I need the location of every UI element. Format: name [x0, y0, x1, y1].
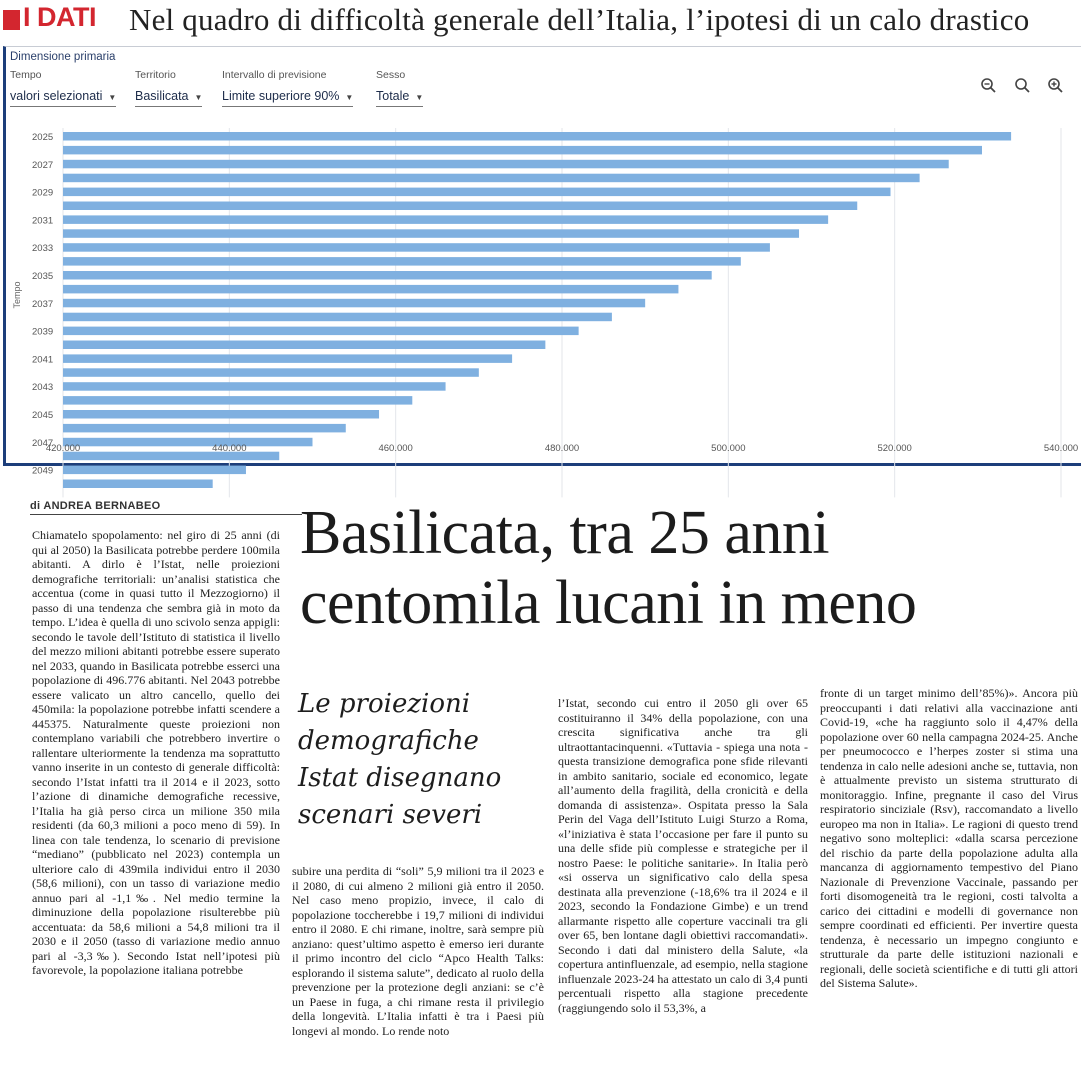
- filter-caption-tempo: Tempo: [10, 69, 42, 81]
- bar-2047[interactable]: [63, 438, 313, 447]
- filter-caption-territorio: Territorio: [135, 69, 176, 81]
- y-tick-label: 2039: [32, 326, 54, 338]
- y-tick-label: 2027: [32, 159, 54, 171]
- bar-2033[interactable]: [63, 243, 770, 252]
- bar-2043[interactable]: [63, 382, 446, 391]
- bar-2042[interactable]: [63, 368, 479, 377]
- y-tick-label: 2033: [32, 243, 54, 255]
- section-label: I DATI: [23, 2, 96, 32]
- filter-intervallo-value: Limite superiore 90%: [222, 89, 340, 103]
- bar-2030[interactable]: [63, 202, 857, 211]
- article-column-1: Chiamatelo spopolamento: nel giro di 25 anni (di qui al 2050) la Basilicata potrebbe perdere 100mila abitanti. A dirlo è l’Istat, nelle proiezioni demografiche territoriali: un’analisi statistica che accentua (come in quasi tutto il Mezzogiorno) il passo di una tendenza che sembra già in moto da tempo. L’idea è quella di uno scivolo senza appigli: secondo le tavole dell’Istituto di statistica il livello del mezzo milioni abitanti potrebbe essere superato nel 2033, quando in Basilicata potrebbe esserci una popolazione di 496.776 abitanti. Nel 2043 potrebbe essere valicato un altro cancello, quello dei 450mila: la popolazione potrebbe infatti scendere a 445375. Naturalmente queste proiezioni non contemplano variabili che potrebbero invertire o rallentare ulteriormente la tendenza ma soprattutto vanno inserite in un contesto di generale difficoltà: secondo l’Istat infatti tra il 2014 e il 2023, sotto l’azione di dinamiche demografiche recessive, l’Italia ha già perso circa un milione 350 mila residenti (da 60,3 milioni a poco meno di 59). In linea con tale tendenza, lo scenario di previsione “mediano” (pubblicato nel 2023) contempla un ulteriore calo di 439mila individui entro il 2030 (58,6 milioni), con un tasso di variazione medio annuo pari al -1,1‰. Nel medio termine la diminuzione della popolazione risulterebbe più accentuata: da 58,6 milioni a 54,8 milioni tra il 2030 e il 2050 (tasso di variazione medio annuo pari al -3,3‰). Secondo Istat nell’ipotesi più favorevole, la popolazione italiana potrebbe: [32, 528, 280, 977]
- chevron-down-icon: ▼: [415, 93, 424, 102]
- x-tick-label: 480.000: [544, 443, 580, 454]
- headline-line-1: Basilicata, tra 25 anni: [300, 499, 830, 567]
- filter-tempo-select[interactable]: [10, 89, 116, 107]
- deck-subtitle: Le proiezioni demografiche Istat disegnano scenari severi: [298, 689, 502, 830]
- filter-sesso-select[interactable]: [376, 89, 423, 107]
- bar-2025[interactable]: [63, 132, 1011, 141]
- bar-chart: [6, 47, 1081, 477]
- bar-2039[interactable]: [63, 327, 579, 336]
- article-column-2: subire una perdita di “soli” 5,9 milioni tra il 2023 e il 2080, di cui almeno 2 milioni già entro il 2050. Nel caso meno propizio, invece, il calo di popolazione toccherebbe i 19,7 milioni di individui entro il 2080. E chi rimane, inoltre, sarà sempre più anziano: quest’ultimo aspetto è emerso ieri durante il primo incontro del ciclo “Apco Health Talks: esplorando il sistema salute”, dedicato al ruolo della prevenzione per la protezione degli anziani: se c’è un Paese in fuga, a chi rimane resta il privilegio della longevità. L’Italia infatti è tra i Paesi più longevi al mondo. Lo rende noto: [292, 864, 544, 1038]
- filter-caption-intervallo: Intervallo di previsione: [222, 69, 327, 81]
- y-tick-label: 2037: [32, 298, 54, 310]
- filter-intervallo-select[interactable]: [222, 89, 353, 107]
- article-column-4: fronte di un target minimo dell’85%)». Ancora più preoccupanti i dati relativi alla vaccinazione anti Covid-19, «che ha raggiunto solo il 4,47% della popolazione over 60 nella campagna 2024-25. Anche per pneumococco e l’herpes zoster si stima una tendenza in calo nelle adesioni anche se, tuttavia, non è attualmente previsto un sistema strutturato di monitoraggio. Infine, pregnante il caso del Virus respiratorio sinciziale (Rsv), raccomandato a livello europeo ma non in Italia». Le ragioni di questo trend negativo sono molteplici: «dalla scarsa percezione del rischio da parte della popolazione adulta alla mancanza di aggiornamento tempestivo del Piano Nazionale di Prevenzione Vaccinale, passando per forti disomogeneità tra le regioni, costi talvolta a carico dei cittadini e modelli di governance non sempre coordinati ed efficienti. Per invertire questa tendenza, è necessario un impegno congiunto e strutturale da parte delle istituzioni nazionali e regionali, delle società scientifiche e di tutti gli attori del Sistema Salute».: [820, 686, 1078, 990]
- y-tick-label: 2047: [32, 437, 54, 449]
- filter-territorio-value: Basilicata: [135, 89, 189, 103]
- bar-2040[interactable]: [63, 341, 545, 350]
- bar-2032[interactable]: [63, 229, 799, 238]
- section-header: [0, 0, 1081, 44]
- article-column-3: l’Istat, secondo cui entro il 2050 gli over 65 costituiranno il 34% della popolazione, con una crescita significativa anche tra gli ultraottantacinquenni. «Tuttavia - spiega una nota - questa transizione demografica pone sfide rilevanti in ambito sanitario, sociale ed economico, legate all’aumento della fragilità, della cronicità e della domanda di assistenza». Ospitata presso la Sala Perin del Vaga dell’Istituto Luigi Sturzo a Roma, «l’iniziativa è stata l’occasione per fare il punto su una delle sfide più complesse e strategiche per il nostro Paese: le politiche sanitarie». In Italia però «si osserva un significativo calo della spesa destinata alla prevenzione (-18,6% tra il 2024 e il 2023, secondo la Fondazione Gimbe) e un trend allarmante rispetto alle coperture vaccinali tra gli over 65, ben lontane dagli obiettivi raccomandati». Secondo i dati dal ministero della Salute, «la copertura antinfluenzale, ad esempio, nella stagione influenzale 2023-24 ha attestato un calo di 3,4 punti percentuali rispetto alla stagione precedente (raggiungendo solo il 53,3%, a: [558, 696, 808, 1015]
- zoom-out-icon[interactable]: [980, 77, 996, 93]
- headline: [300, 498, 1081, 638]
- bar-2037[interactable]: [63, 299, 645, 308]
- bar-2026[interactable]: [63, 146, 982, 155]
- x-tick-label: 520.000: [877, 443, 912, 454]
- filter-caption-sesso: Sesso: [376, 69, 406, 81]
- x-tick-label: 420.000: [45, 443, 81, 454]
- bar-2049[interactable]: [63, 466, 246, 475]
- bar-2050[interactable]: [63, 480, 213, 489]
- y-tick-label: 2029: [32, 187, 54, 199]
- x-tick-label: 460.000: [378, 443, 413, 454]
- bar-2035[interactable]: [63, 271, 712, 280]
- bar-2041[interactable]: [63, 354, 512, 363]
- bar-2036[interactable]: [63, 285, 678, 294]
- y-tick-label: 2043: [32, 382, 54, 394]
- section-title: Nel quadro di difficoltà generale dell’Italia, l’ipotesi di un calo drastico: [129, 2, 1030, 37]
- zoom-reset-icon[interactable]: [1014, 77, 1030, 93]
- y-tick-label: 2049: [32, 465, 54, 477]
- section-marker: [3, 10, 20, 30]
- x-tick-label: 500.000: [711, 443, 746, 454]
- zoom-in-icon[interactable]: [1047, 77, 1063, 93]
- x-tick-label: 540.000: [1043, 443, 1079, 454]
- y-tick-label: 2035: [32, 271, 54, 282]
- y-tick-label: 2045: [32, 410, 54, 421]
- byline: di ANDREA BERNABEO: [30, 500, 302, 515]
- bar-2031[interactable]: [63, 215, 828, 224]
- dimension-label: Dimensione primaria: [10, 51, 116, 63]
- headline-line-2: centomila lucani in meno: [300, 569, 917, 637]
- bar-2046[interactable]: [63, 424, 346, 433]
- y-tick-label: 2031: [32, 215, 54, 227]
- filter-tempo-value: valori selezionati: [10, 89, 103, 103]
- y-tick-label: 2025: [32, 132, 54, 143]
- bar-2045[interactable]: [63, 410, 379, 419]
- x-tick-label: 440.000: [212, 443, 247, 454]
- bar-2027[interactable]: [63, 160, 949, 169]
- chart-panel: [3, 46, 1081, 477]
- bar-2028[interactable]: [63, 174, 920, 183]
- filter-sesso-value: Totale: [376, 89, 410, 103]
- y-axis-label: Tempo: [12, 281, 22, 309]
- chevron-down-icon: ▼: [345, 93, 354, 102]
- bar-2034[interactable]: [63, 257, 741, 266]
- filter-territorio-select[interactable]: [135, 89, 202, 107]
- chevron-down-icon: ▼: [194, 93, 203, 102]
- chevron-down-icon: ▼: [108, 93, 117, 102]
- y-tick-label: 2041: [32, 354, 54, 366]
- bar-2048[interactable]: [63, 452, 279, 461]
- bar-2044[interactable]: [63, 396, 412, 405]
- bar-2038[interactable]: [63, 313, 612, 322]
- bar-2029[interactable]: [63, 188, 891, 197]
